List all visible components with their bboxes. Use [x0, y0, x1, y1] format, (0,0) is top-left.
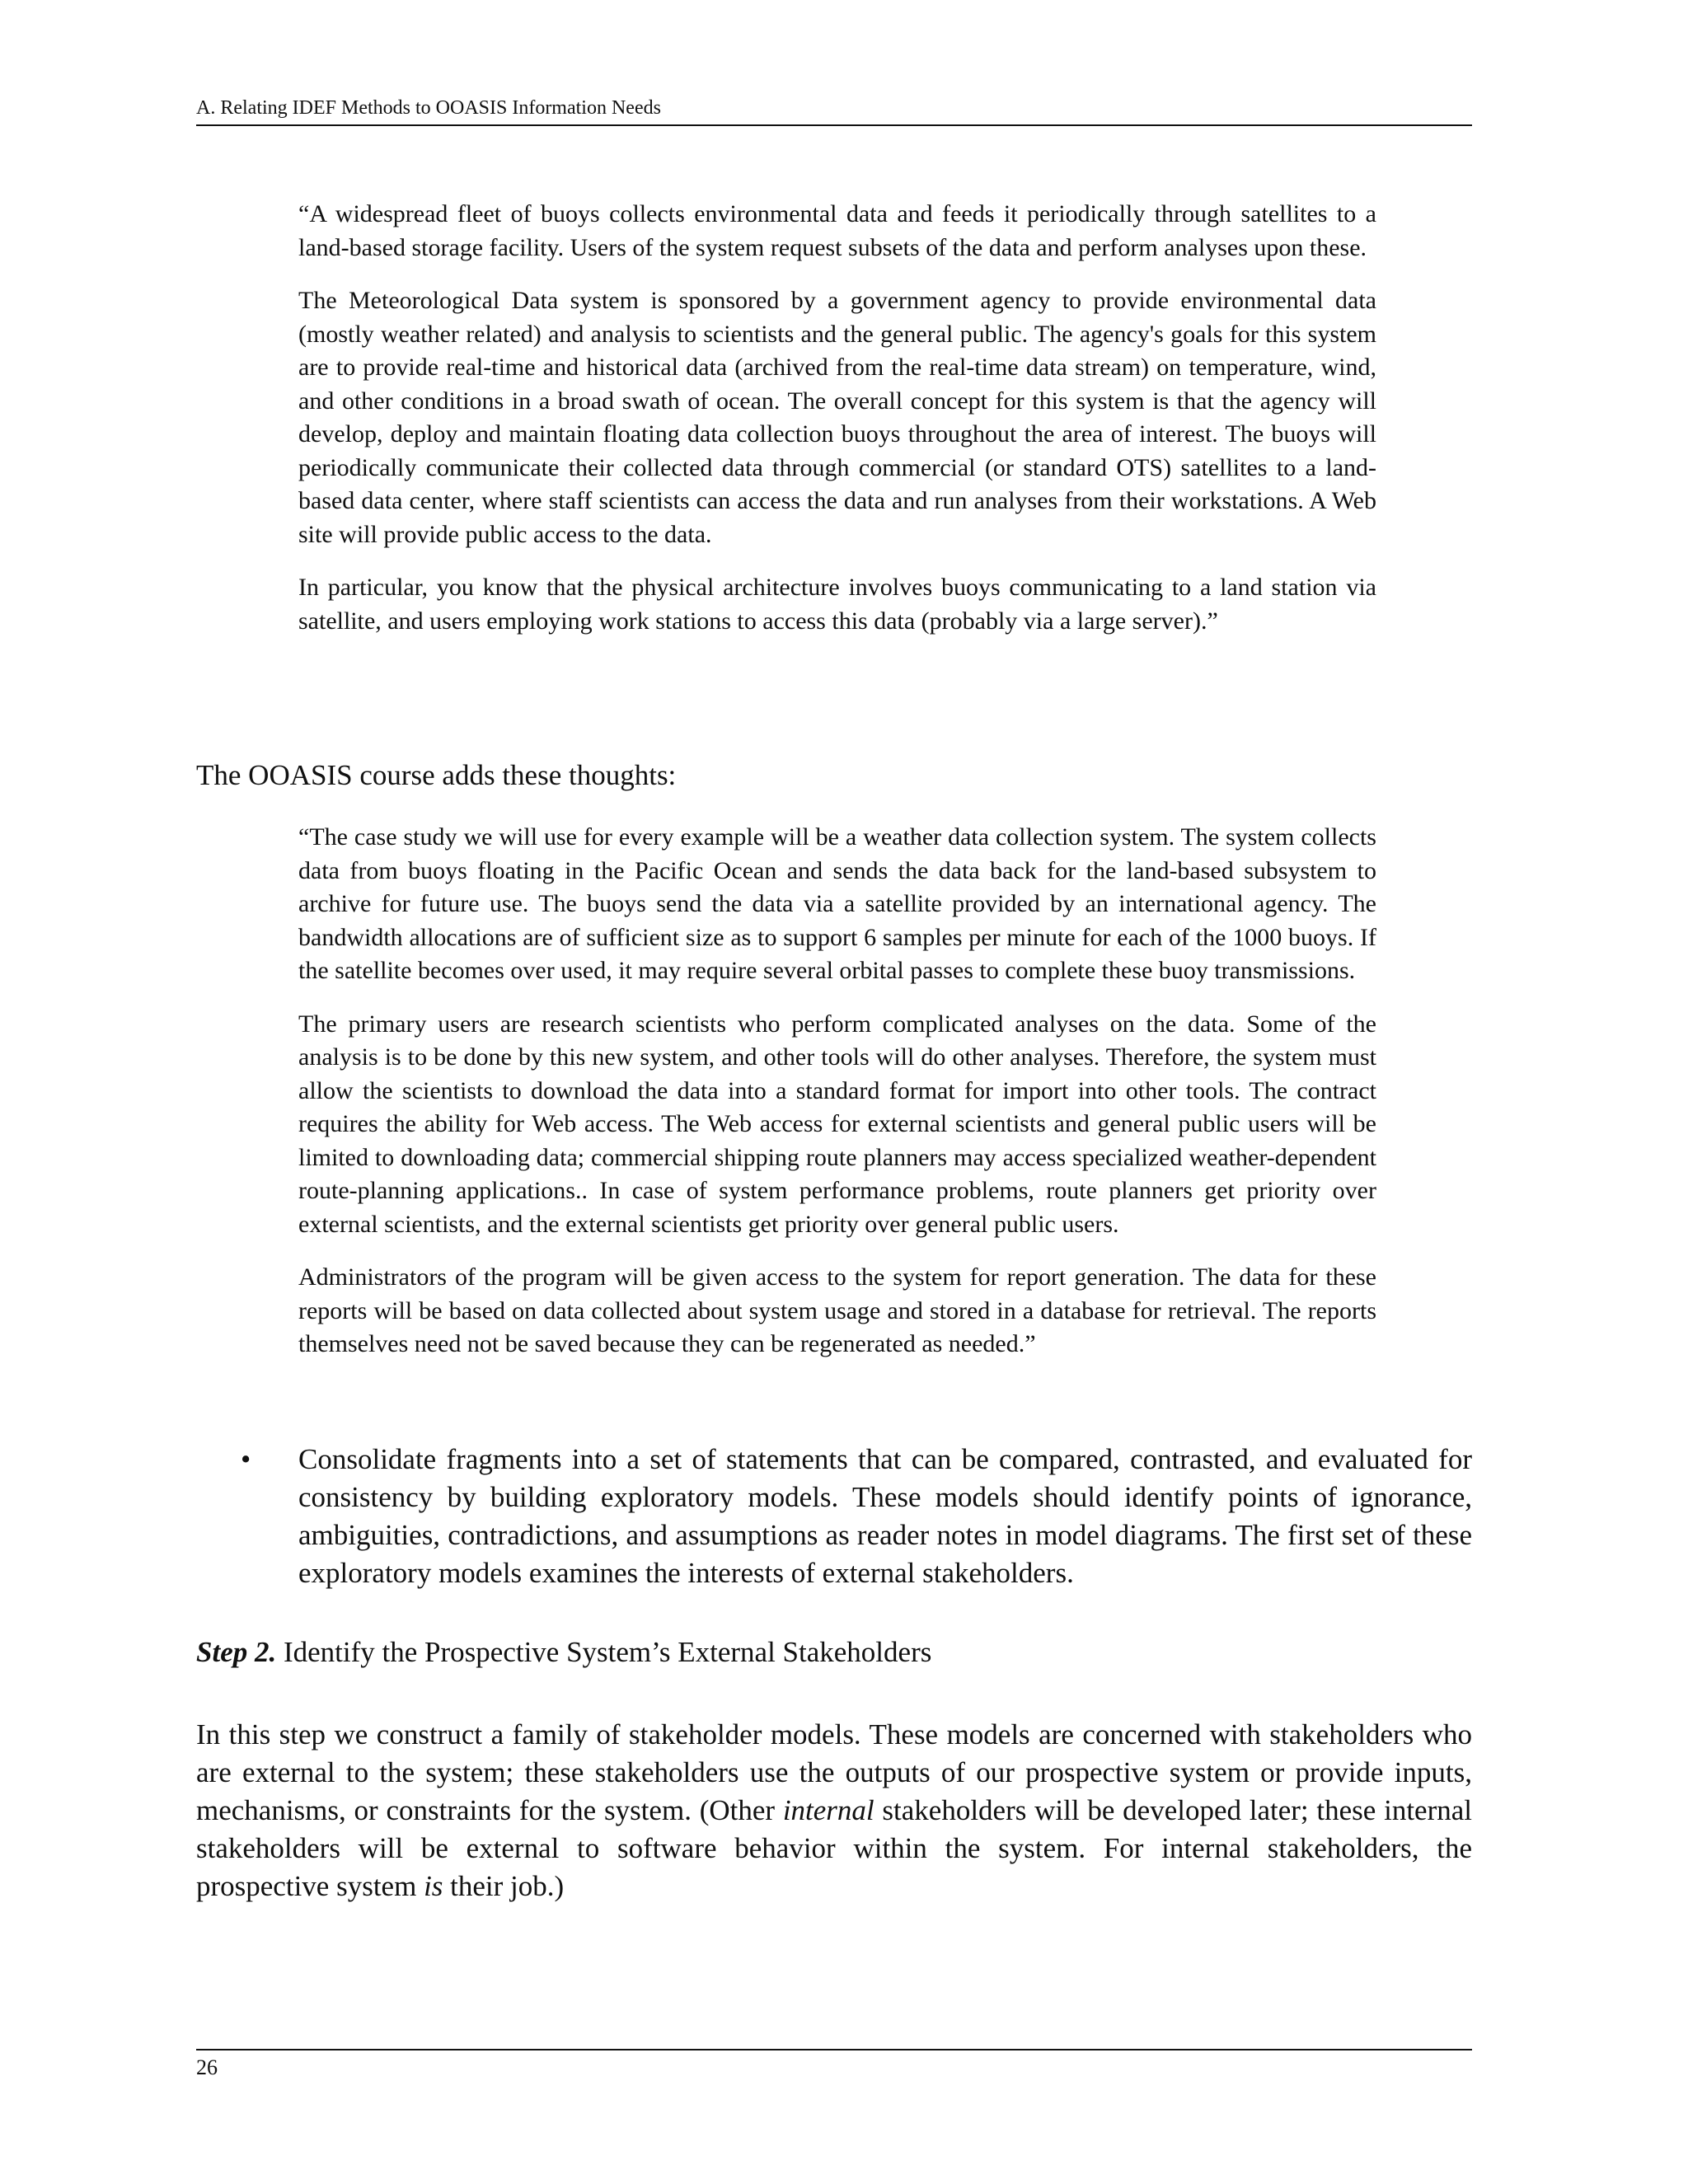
page-number: 26 [196, 2055, 218, 2079]
quote-paragraph: In particular, you know that the physical architecture involves buoys communicating to a land station via satellite, and users employing work stations to access this data (probably via a large server).” [298, 574, 1376, 635]
quote-paragraph: “The case study we will use for every example will be a weather data collection system. The system collects data from buoys floating in the Pacific Ocean and sends the data back for the land-based subsystem to archive for future use. The buoys send the data via a satellite provided by an international agency. The bandwidth allocations are of sufficient size as to support 6 samples per minute for each of the 1000 buoys. If the satellite becomes over used, it may require several orbital passes to complete these buoy transmissions. [298, 823, 1376, 984]
step-heading [196, 1633, 1472, 1671]
running-header: A. Relating IDEF Methods to OOASIS Information Needs [196, 97, 1472, 126]
stakeholder-paragraph [196, 1716, 1472, 1905]
intro-line [196, 757, 1472, 794]
paragraph-text: their job.) [443, 1870, 565, 1902]
quote-block-case-description [298, 198, 1376, 658]
bullet-item [241, 1441, 1472, 1592]
quote-paragraph: “A widespread fleet of buoys collects environmental data and feeds it periodically through satellites to a land-based storage facility. Users of the system request subsets of the data and perform analyses upon these. [298, 200, 1376, 261]
step-title: Identify the Prospective System’s External Stakeholders [283, 1636, 932, 1668]
quote-paragraph: The Meteorological Data system is sponsored by a government agency to provide environmental data (mostly weather related) and analysis to scientists and the general public. The agency's goals for this system are to provide real-time and historical data (archived from the real-time data stream) on temperature, wind, and other conditions in a broad swath of ocean. The overall concept for this system is that the agency will develop, deploy and maintain floating data collection buoys throughout the area of interest. The buoys will periodically communicate their collected data through commercial (or standard OTS) satellites to a land-based data center, where staff scientists can access the data and run analyses from their workstations. A Web site will provide public access to the data. [298, 287, 1376, 548]
paragraph-text: In this step we construct a family of stakeholder models. These models are concerned with stakeholders who are external to the system; these stakeholders use the outputs of our prospective system or provide inputs, mechanisms, or constraints for the system. (Other [196, 1718, 1472, 1826]
step-label: Step 2. [196, 1636, 277, 1668]
quote-paragraph: The primary users are research scientists who perform complicated analyses on the data. Some of the analysis is to be done by this new system, and other tools will do other analyses. Therefore, the system must allow the scientists to download the data into a standard format for import into other tools. The contract requires the ability for Web access. The Web access for external scientists and general public users will be limited to downloading data; commercial shipping route planners may access specialized weather-dependent route-planning applications.. In case of system performance problems, route planners get priority over external scientists, and the external scientists get priority over general public users. [298, 1010, 1376, 1238]
paragraph-text: stakeholders will be developed later; these internal stakeholders will be external to software behavior within the system. For internal stakeholders, the prospective system [196, 1794, 1472, 1902]
footer-rule [196, 2049, 1472, 2050]
emphasis-internal: internal [782, 1794, 874, 1826]
quote-block-course-thoughts [298, 821, 1376, 1381]
intro-text: The OOASIS course adds these thoughts: [196, 759, 677, 791]
emphasis-is: is [424, 1870, 443, 1902]
bullet-symbol: • [241, 1443, 251, 1475]
quote-paragraph: Administrators of the program will be given access to the system for report generation. The data for these reports will be based on data collected about system usage and stored in a database for retrieval. The reports themselves need not be saved because they can be regenerated as needed.” [298, 1263, 1376, 1357]
bullet-text: Consolidate fragments into a set of statements that can be compared, contrasted, and evaluated for consistency by building exploratory models. These models should identify points of ignorance, ambiguities, contradictions, and assumptions as reader notes in model diagrams. The first set of these exploratory models examines the interests of external stakeholders. [298, 1443, 1472, 1589]
